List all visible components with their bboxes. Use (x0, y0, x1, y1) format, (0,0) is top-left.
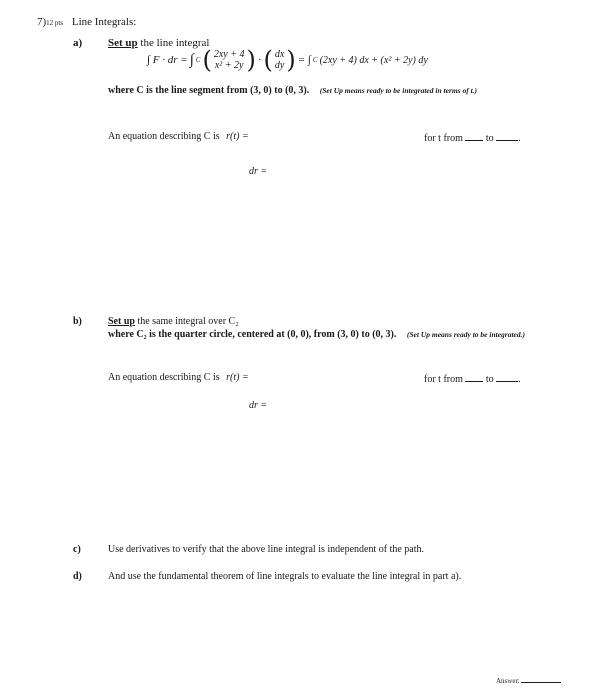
part-a-equation (108, 131, 249, 142)
part-c-text: Use derivatives to verify that the above line integral is independent of the path. (108, 544, 425, 555)
part-a-setup: Set up (108, 37, 138, 49)
part-a-label: a) (73, 37, 83, 49)
part-b-t-end-blank[interactable] (496, 372, 518, 382)
answer-label: Answer: (496, 677, 520, 685)
dot-symbol: · (257, 54, 262, 66)
part-b-where-text: where C₂ is the quarter circle, centered at (0, 0), from (3, 0) to (0, 3). (108, 329, 397, 340)
paren-open: ( (202, 46, 212, 74)
vector-field (214, 49, 245, 71)
integral-rhs-sub-c: C (312, 56, 318, 64)
vector-top: 2xy + 4 (213, 49, 245, 60)
part-a-where-text: where C is the line segment from (3, 0) to (0, 3). (108, 85, 310, 96)
part-b-period: . (518, 374, 521, 385)
part-b-equation (108, 372, 249, 383)
problem-title: Line Integrals: (71, 16, 137, 28)
integral-lhs: ∫ F · dr = (147, 54, 188, 66)
part-a-for-t-from: for t from (424, 133, 463, 144)
part-b-for-t-from: for t from (424, 374, 463, 385)
part-b-range (424, 372, 521, 385)
part-b-label: b) (73, 316, 82, 327)
part-b-where (108, 329, 525, 340)
part-b-r-of-t: r(t) = (226, 372, 249, 383)
problem-points: 12 pts (46, 19, 64, 27)
part-a-t-start-blank[interactable] (465, 131, 483, 141)
part-a-t-end-blank[interactable] (496, 131, 518, 141)
answer-blank[interactable] (521, 676, 561, 683)
part-a-r-of-t: r(t) = (226, 131, 249, 142)
part-b-setup: Set up (108, 316, 135, 327)
vector-bottom: x² + 2y (214, 60, 244, 71)
problem-number: 7) (37, 16, 47, 28)
part-c-label: c) (73, 544, 81, 555)
answer-row (496, 676, 561, 685)
part-b-dr: dr = (249, 400, 268, 411)
d-top: dx (274, 49, 285, 60)
problem-header (37, 16, 136, 28)
part-a-equation-label: An equation describing C is (108, 131, 220, 142)
part-a-range (424, 131, 521, 144)
part-d-text: And use the fundamental theorem of line integrals to evaluate the line integral in part a). (108, 571, 462, 582)
part-a-dr: dr = (249, 166, 268, 177)
d-bottom: dy (274, 60, 285, 71)
part-a-note: (Set Up means ready to be integrated in terms of t.) (319, 86, 478, 95)
part-b-instruction-rest: the same integral over C₂ (134, 316, 239, 327)
part-b-to: to (485, 374, 494, 385)
part-a-instruction-rest: the line integral (137, 37, 210, 49)
part-b-note: (Set Up means ready to be integrated.) (406, 330, 526, 339)
integral-symbol: ∫ (189, 51, 194, 68)
part-a-to: to (485, 133, 494, 144)
part-b-t-start-blank[interactable] (465, 372, 483, 382)
paren-close: ) (246, 46, 256, 74)
integral-sub-c: C (195, 56, 201, 64)
integral-rhs-expr: (2xy + 4) dx + (x² + 2y) dy (319, 54, 428, 66)
differential-vector (275, 49, 284, 71)
integral-rhs: = ∫ (297, 54, 311, 66)
integral-equation (147, 48, 428, 72)
part-a-period: . (518, 133, 521, 144)
part-a-where (108, 85, 477, 96)
part-d-label: d) (73, 571, 82, 582)
paren-open-2: ( (263, 46, 273, 74)
part-b-equation-label: An equation describing C is (108, 372, 220, 383)
paren-close-2: ) (286, 46, 296, 74)
part-b-instruction (108, 316, 239, 327)
